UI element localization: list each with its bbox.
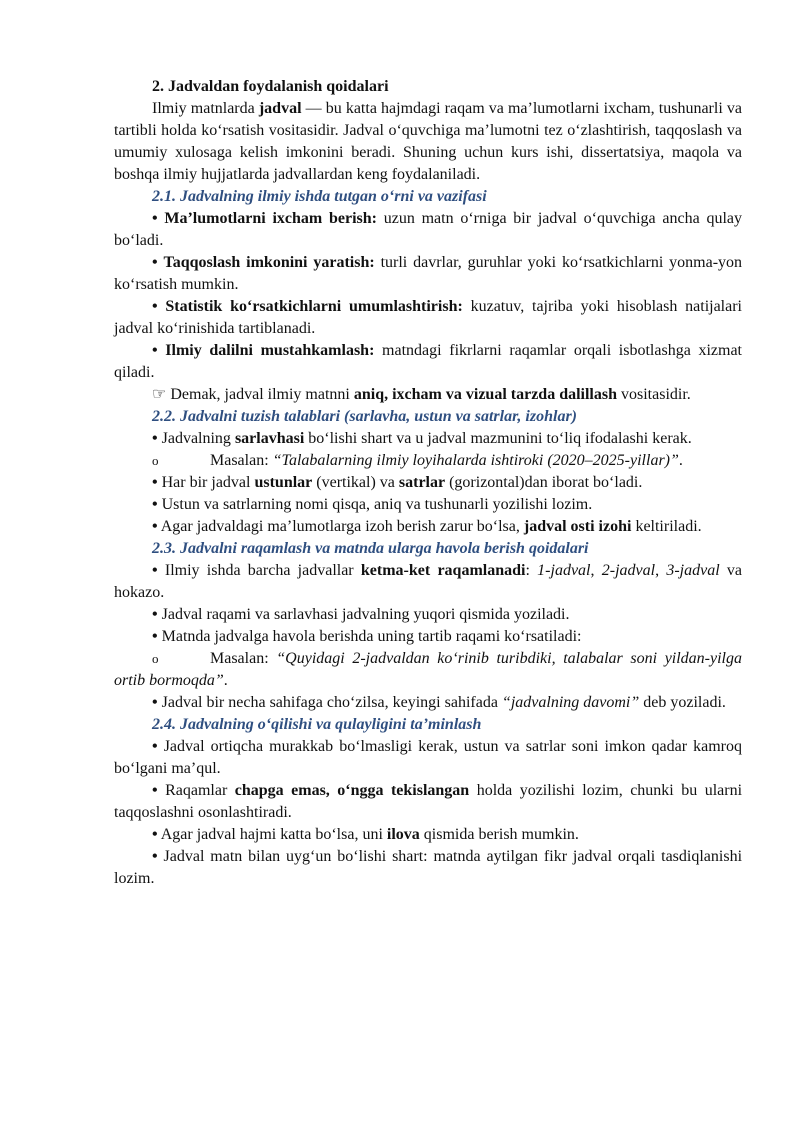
bold-text: Ma’lumotlarni ixcham berish:: [164, 210, 377, 227]
italic-text: 1-jadval: [537, 562, 591, 579]
list-item-text: [114, 342, 742, 381]
text-run: ,: [590, 562, 602, 579]
list-item: [114, 472, 742, 494]
list-item-text: [162, 430, 692, 447]
list-item: [114, 296, 742, 340]
list-item: [114, 208, 742, 252]
text-run: (gorizontal)dan iborat bo‘ladi.: [445, 474, 643, 491]
text-run: Masalan:: [210, 650, 277, 667]
text-run: holda yozilishi lozim, chunki bu ularni taqqoslashni osonlashtiradi.: [114, 782, 743, 821]
subsection-title-2-3: 2.3. Jadvalni raqamlash va matnda ularga havola berish qoidalari: [152, 540, 589, 557]
sub-bullet: o: [152, 453, 159, 468]
list-item: [114, 494, 742, 516]
bold-text: ketma-ket raqamlanadi: [360, 562, 526, 579]
text-run: Ilmiy matnlarda: [152, 100, 259, 117]
text-run: .: [223, 672, 228, 689]
list-item-text: [114, 782, 742, 821]
list-item-text: [162, 694, 726, 711]
bullet: •: [152, 342, 158, 359]
list-item-text: [162, 628, 582, 645]
list-item: [114, 252, 742, 296]
subsection-title-2-4: 2.4. Jadvalning o‘qilishi va qulayligini ta’minlash: [152, 716, 482, 733]
text-run: uzun matn o‘rniga bir jadval o‘quvchiga ancha qulay bo‘ladi.: [114, 210, 743, 249]
bullet: •: [152, 430, 158, 447]
text-run: matndagi fikrlarni raqamlar orqali isbotlashga xizmat qiladi.: [114, 342, 742, 381]
list-item: [114, 626, 742, 648]
list-item: [114, 604, 742, 626]
text-run: bo‘lishi shart va u jadval mazmunini to‘liq ifodalashi kerak.: [304, 430, 692, 447]
bold-text: aniq, ixcham va vizual tarzda dalillash: [353, 386, 617, 403]
list-item: [114, 516, 742, 538]
bold-text: Ilmiy dalilni mustahkamlash:: [165, 342, 375, 359]
list-item-text: [114, 738, 742, 777]
text-run: Agar jadvaldagi ma’lumotlarga izoh berish zarur bo‘lsa,: [160, 518, 524, 535]
text-run: :: [525, 562, 538, 579]
text-run: keltiriladi.: [631, 518, 702, 535]
bullet: •: [152, 848, 158, 865]
text-run: ☞ Demak, jadval ilmiy matnni: [152, 386, 354, 403]
italic-text: “Talabalarning ilmiy loyihalarda ishtiroki (2020–2025-yillar)”: [272, 452, 679, 469]
list-item: [114, 560, 742, 604]
bullet: •: [152, 496, 158, 513]
bullet: •: [152, 518, 158, 535]
text-run: Jadval ortiqcha murakkab bo‘lmasligi kerak, ustun va satrlar soni imkon qadar kamroq bo‘lgani ma’qul.: [114, 738, 743, 777]
italic-text: 3-jadval: [666, 562, 720, 579]
bold-text: jadval: [258, 100, 302, 117]
bold-text: Statistik ko‘rsatkichlarni umumlashtirish:: [165, 298, 463, 315]
section-heading: 2. Jadvaldan foydalanish qoidalari: [152, 78, 389, 95]
text-run: — bu katta hajmdagi raqam va ma’lumotlarni ixcham, tushunarli va tartibli holda ko‘rsatish vositasidir. Jadval o‘quvchiga ma’lumotni tez o‘zlashtirish, taqqoslash va umumiy xulosaga kelish imkonini beradi. Shuning uchun kurs ishi, dissertatsiya, maqola va boshqa ilmiy hujjatlarda jadvallardan keng foydalaniladi.: [114, 100, 742, 183]
bold-text: satrlar: [398, 474, 446, 491]
text-run: ,: [655, 562, 667, 579]
list-item: [114, 846, 742, 890]
bold-text: jadval osti izohi: [523, 518, 632, 535]
bullet: •: [152, 210, 158, 227]
bullet: •: [152, 562, 158, 579]
text-run: Masalan:: [210, 452, 273, 469]
italic-text: “Quyidagi 2-jadvaldan ko‘rinib turibdiki, talabalar soni yildan-yilga ortib bormoqda”: [114, 650, 742, 689]
list-item-text: [114, 562, 742, 601]
conclusion-paragraph: [114, 384, 742, 406]
text-run: Jadvalning: [161, 430, 235, 447]
subsection-title-2-1: 2.1. Jadvalning ilmiy ishda tutgan o‘rni va vazifasi: [152, 188, 487, 205]
intro-paragraph: [114, 98, 742, 186]
list-item-text: [162, 496, 593, 513]
list-item-text: [114, 210, 742, 249]
sub-bullet: o: [152, 651, 159, 666]
italic-text: 2-jadval: [601, 562, 656, 579]
list-item-text: [161, 518, 702, 535]
bold-text: Taqqoslash imkonini yaratish:: [163, 254, 375, 271]
document-page: [114, 76, 742, 890]
bullet: •: [152, 474, 158, 491]
list-item-text: [114, 848, 742, 887]
text-run: Raqamlar: [165, 782, 235, 799]
bold-text: sarlavhasi: [234, 430, 305, 447]
list-item: [114, 692, 742, 714]
bullet: •: [152, 826, 158, 843]
text-run: Jadval bir necha sahifaga cho‘zilsa, keyingi sahifada: [161, 694, 502, 711]
list-item: [114, 736, 742, 780]
list-item-text: [114, 298, 742, 337]
text-run: Agar jadval hajmi katta bo‘lsa, uni: [160, 826, 387, 843]
italic-text: “jadvalning davomi”: [501, 694, 640, 711]
text-run: Jadval raqami va sarlavhasi jadvalning yuqori qismida yoziladi.: [161, 606, 570, 623]
bold-text: chapga emas, o‘ngga tekislangan: [234, 782, 470, 799]
text-run: .: [678, 452, 683, 469]
text-run: Matnda jadvalga havola berishda uning tartib raqami ko‘rsatiladi:: [161, 628, 582, 645]
bullet: •: [152, 694, 158, 711]
bold-text: ustunlar: [254, 474, 313, 491]
subsection-title-2-2: 2.2. Jadvalni tuzish talablari (sarlavha, ustun va satrlar, izohlar): [152, 408, 577, 425]
bold-text: ilova: [386, 826, 420, 843]
text-run: vositasidir.: [617, 386, 691, 403]
bullet: •: [152, 738, 158, 755]
bullet: •: [152, 628, 158, 645]
text-run: Jadval matn bilan uyg‘un bo‘lishi shart: matnda aytilgan fikr jadval orqali tasdiqlanishi lozim.: [114, 848, 743, 887]
list-item-text: [161, 826, 579, 843]
list-item: [114, 780, 742, 824]
text-run: turli davrlar, guruhlar yoki ko‘rsatkichlarni yonma-yon ko‘rsatish mumkin.: [114, 254, 743, 293]
list-item: [114, 824, 742, 846]
list-item-text: [114, 254, 742, 293]
bullet: •: [152, 782, 158, 799]
bullet: •: [152, 606, 158, 623]
example-text: [210, 452, 683, 469]
list-item-text: [162, 474, 643, 491]
sub-list-item: [114, 450, 742, 472]
bullet: •: [152, 298, 158, 315]
text-run: va hokazo.: [114, 562, 743, 601]
sub-list-item: [114, 648, 742, 692]
list-item: [114, 428, 742, 450]
text-run: deb yoziladi.: [639, 694, 726, 711]
text-run: qismida berish mumkin.: [419, 826, 579, 843]
text-run: Har bir jadval: [161, 474, 255, 491]
text-run: Ustun va satrlarning nomi qisqa, aniq va tushunarli yozilishi lozim.: [161, 496, 593, 513]
text-run: Ilmiy ishda barcha jadvallar: [164, 562, 361, 579]
list-item-text: [162, 606, 570, 623]
list-item: [114, 340, 742, 384]
text-run: (vertikal) va: [312, 474, 399, 491]
bullet: •: [152, 254, 158, 271]
text-run: kuzatuv, tajriba yoki hisoblash natijalari jadval ko‘rinishida tartiblanadi.: [114, 298, 743, 337]
